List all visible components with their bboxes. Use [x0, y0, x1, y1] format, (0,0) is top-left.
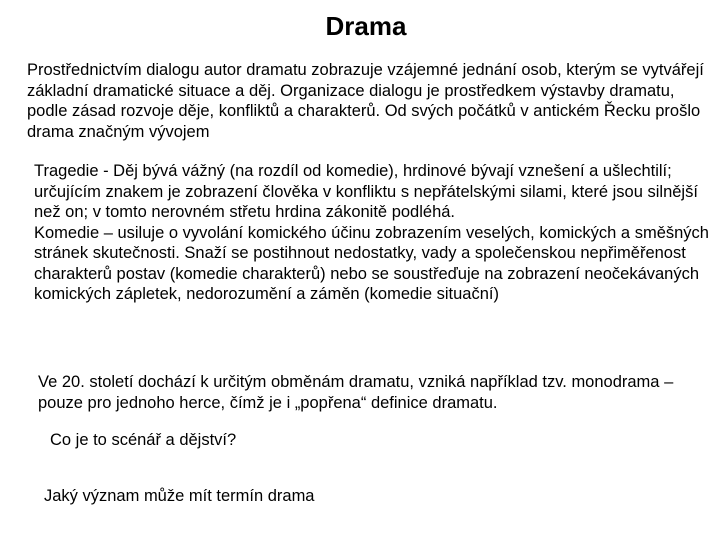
- intro-paragraph: Prostřednictvím dialogu autor dramatu zobrazuje vzájemné jednání osob, kterým se vytvářejí základní dramatické situace a děj. Organizace dialogu je prostředkem výstavby dramatu, podle zásad rozvoje děje, konfliktů a charakterů. Od svých počátků v antickém Řecku prošlo drama značným vývojem: [27, 61, 704, 141]
- question-screenplay: Co je to scénář a dějství?: [50, 431, 237, 449]
- history-paragraph: Ve 20. století dochází k určitým obměnám dramatu, vzniká například tzv. monodrama – pouze pro jednoho herce, čímž je i „popřena“ definice dramatu.: [38, 373, 674, 412]
- page-title: Drama: [325, 11, 407, 41]
- tragedy-paragraph: Tragedie - Děj bývá vážný (na rozdíl od komedie), hrdinové bývají vznešení a ušlechtilí; určujícím znakem je zobrazení člověka v konfliktu s nepřátelskými silami, které jsou silnější než on; v tomto nerovném střetu hrdina zákonitě podléhá.: [34, 162, 698, 221]
- question-drama-meaning: Jaký význam může mít termín drama: [44, 487, 315, 505]
- comedy-paragraph: Komedie – usiluje o vyvolání komického účinu zobrazením veselých, komických a směšných stránek skutečnosti. Snaží se postihnout nedostatky, vady a společenskou nepřiměřenost charakterů postav (komedie charakterů) nebo se soustřeďuje na zobrazení neočekávaných komických zápletek, nedorozumění a záměn (komedie situační): [34, 223, 709, 303]
- genres-section: [34, 161, 720, 305]
